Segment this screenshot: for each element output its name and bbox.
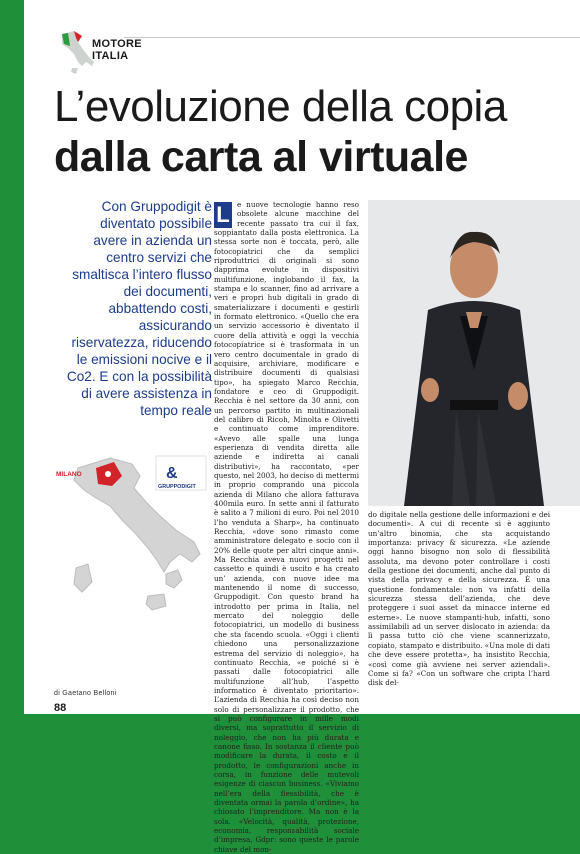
dropcap: L — [214, 202, 232, 228]
title-line-1: L’evoluzione della copia — [54, 82, 507, 131]
italy-map-icon — [48, 450, 212, 622]
magazine-logo — [52, 24, 172, 84]
body-text-1: e nuove tecnologie hanno reso obsolete alcune macchine del recente passato tra cui il fax, soppiantato dalla posta elettronica. La stessa sorte non è toccata, però, alle fotocopiatrici che da semplici riproduttrici di originali si sono dapprima evolute in dispositivi multifunzione, inglobando il fax, la stampa e lo scanner, fino ad arrivare a veri e propri hub digitali in grado di smaterializzare i documenti e gestirli in formato elettronico. «Quello che era un servizio accessorio è diventato il cuore della attività e oggi la vecchia fotocopiatrice si è trasformata in un vero centro documentale in grado di acquisire, archiviare, modificare e distribuire documenti di qualsiasi tipo», ha spiegato Marco Recchia, fondatore e ceo di Gruppodigit. Recchia è nel settore da 30 anni, con un percorso partito in multinazionali del calibro di Ricoh, Minolta e Olivetti e continuato come imprenditore. «Avevo alle spalle una lunga esperienza di vendita diretta alle aziende e indiretta ai canali distributivi», ha raccontato, «per questo, nel 2003, ho deciso di mettermi in proprio comprando una piccola azienda di Milano che allora fatturava 400mila euro. In sette anni il fatturato è salito a 7 milioni di euro. Poi nel 2010 l’ho venduta a Sharp», ha continuato Recchia, «dove sono rimasto come amministratore delegato e socio con il 20% delle quote per altri cinque anni». Ma Recchia aveva nuovi progetti nel cassetto e quindi è uscito e ha creato un’ azienda, con nuove idee ma mantenendo il nome di successo, Gruppodigit. Con questo brand ha introdotto per prima in Italia, nel mercato del noleggio delle fotocopiatrici, un modello di business che sta facendo scuola. «Oggi i clienti chiedono una personalizzazione estrema del servizio di noleggio», ha continuato Recchia, «e poiché si è passati dalle fotocopiatrici alle multifunzione all’hub, l’aspetto informatico è diventato prioritario». L’azienda di Recchia ha così deciso non solo di personalizzare il prodotto, che si può configurare in mille modi diversi, ma soprattutto il servizio di noleggio, che non ha più durata e canone fisso. In sostanza il cliente può modificare la durata, il costo e il prodotto, le configurazioni anche in corsa, in funzione delle mutevoli esigenze di ciascun business. «Viviamo nell’era della flessibilità, che è diventata ormai la parola d’ordine», ha chiosato l’imprenditore. Ma non è la sola. «Velocità, qualità, protezione, economia, responsabilità sociale d’impresa, Gdpr: sono queste le parole chiave del mon- — [214, 200, 359, 854]
title-line-2: dalla carta al virtuale — [54, 133, 468, 181]
body-text-2: do digitale nella gestione delle informazioni e dei documenti». A cui di recente si è aggiunto un’altro binomia, che sta acquistando importanza: privacy & sicurezza. «Le aziende oggi hanno bisogno non solo di flessibilità assoluta, ma devono poter controllare i costi della gestione dei documenti, anche dal punto di vista della privacy e della sicurezza. È una questione fondamentale: non va infatti della sicurezza stessa dell’azienda, che deve proteggere i suoi asset da minacce interne ed esterne». Le nuove stampanti-hub, infatti, sono assimilabili ad un server dislocato in azienda: da lì passa tutto ciò che viene scannerizzato, copiato, stampato e distribuito. «Una mole di dati che deve essere protetta», ha insistito Recchia, «così come già avviene nei server aziendali». Come si fa? «Con un software che cripta l’hard disk del- — [368, 510, 550, 688]
header-rule — [124, 37, 580, 38]
portrait-image — [368, 200, 580, 506]
magazine-page — [24, 0, 580, 854]
brand-label: GRUPPODIGIT — [158, 484, 196, 490]
byline: di Gaetano Belloni — [54, 690, 117, 697]
portrait-photo — [368, 200, 580, 506]
article-intro: Con Gruppodigit è diventato possibile avere in azienda un centro servizi che smaltisca l’intero flusso dei documenti, abbattendo costi, assicurando riservatezza, riducendo le emissioni nocive e il Co2. E con la possibilità di avere assistenza in tempo reale — [66, 199, 212, 418]
logo-text-italia: ITALIA — [92, 50, 129, 62]
page-number: 88 — [54, 702, 67, 714]
italy-map-graphic — [48, 450, 212, 622]
body-column-2 — [368, 510, 550, 688]
gruppodigit-logo-icon: & — [166, 465, 178, 482]
logo-text-motore: MOTORE — [92, 38, 142, 50]
map-label-milano: MILANO — [56, 471, 82, 478]
body-column-1 — [214, 200, 359, 854]
